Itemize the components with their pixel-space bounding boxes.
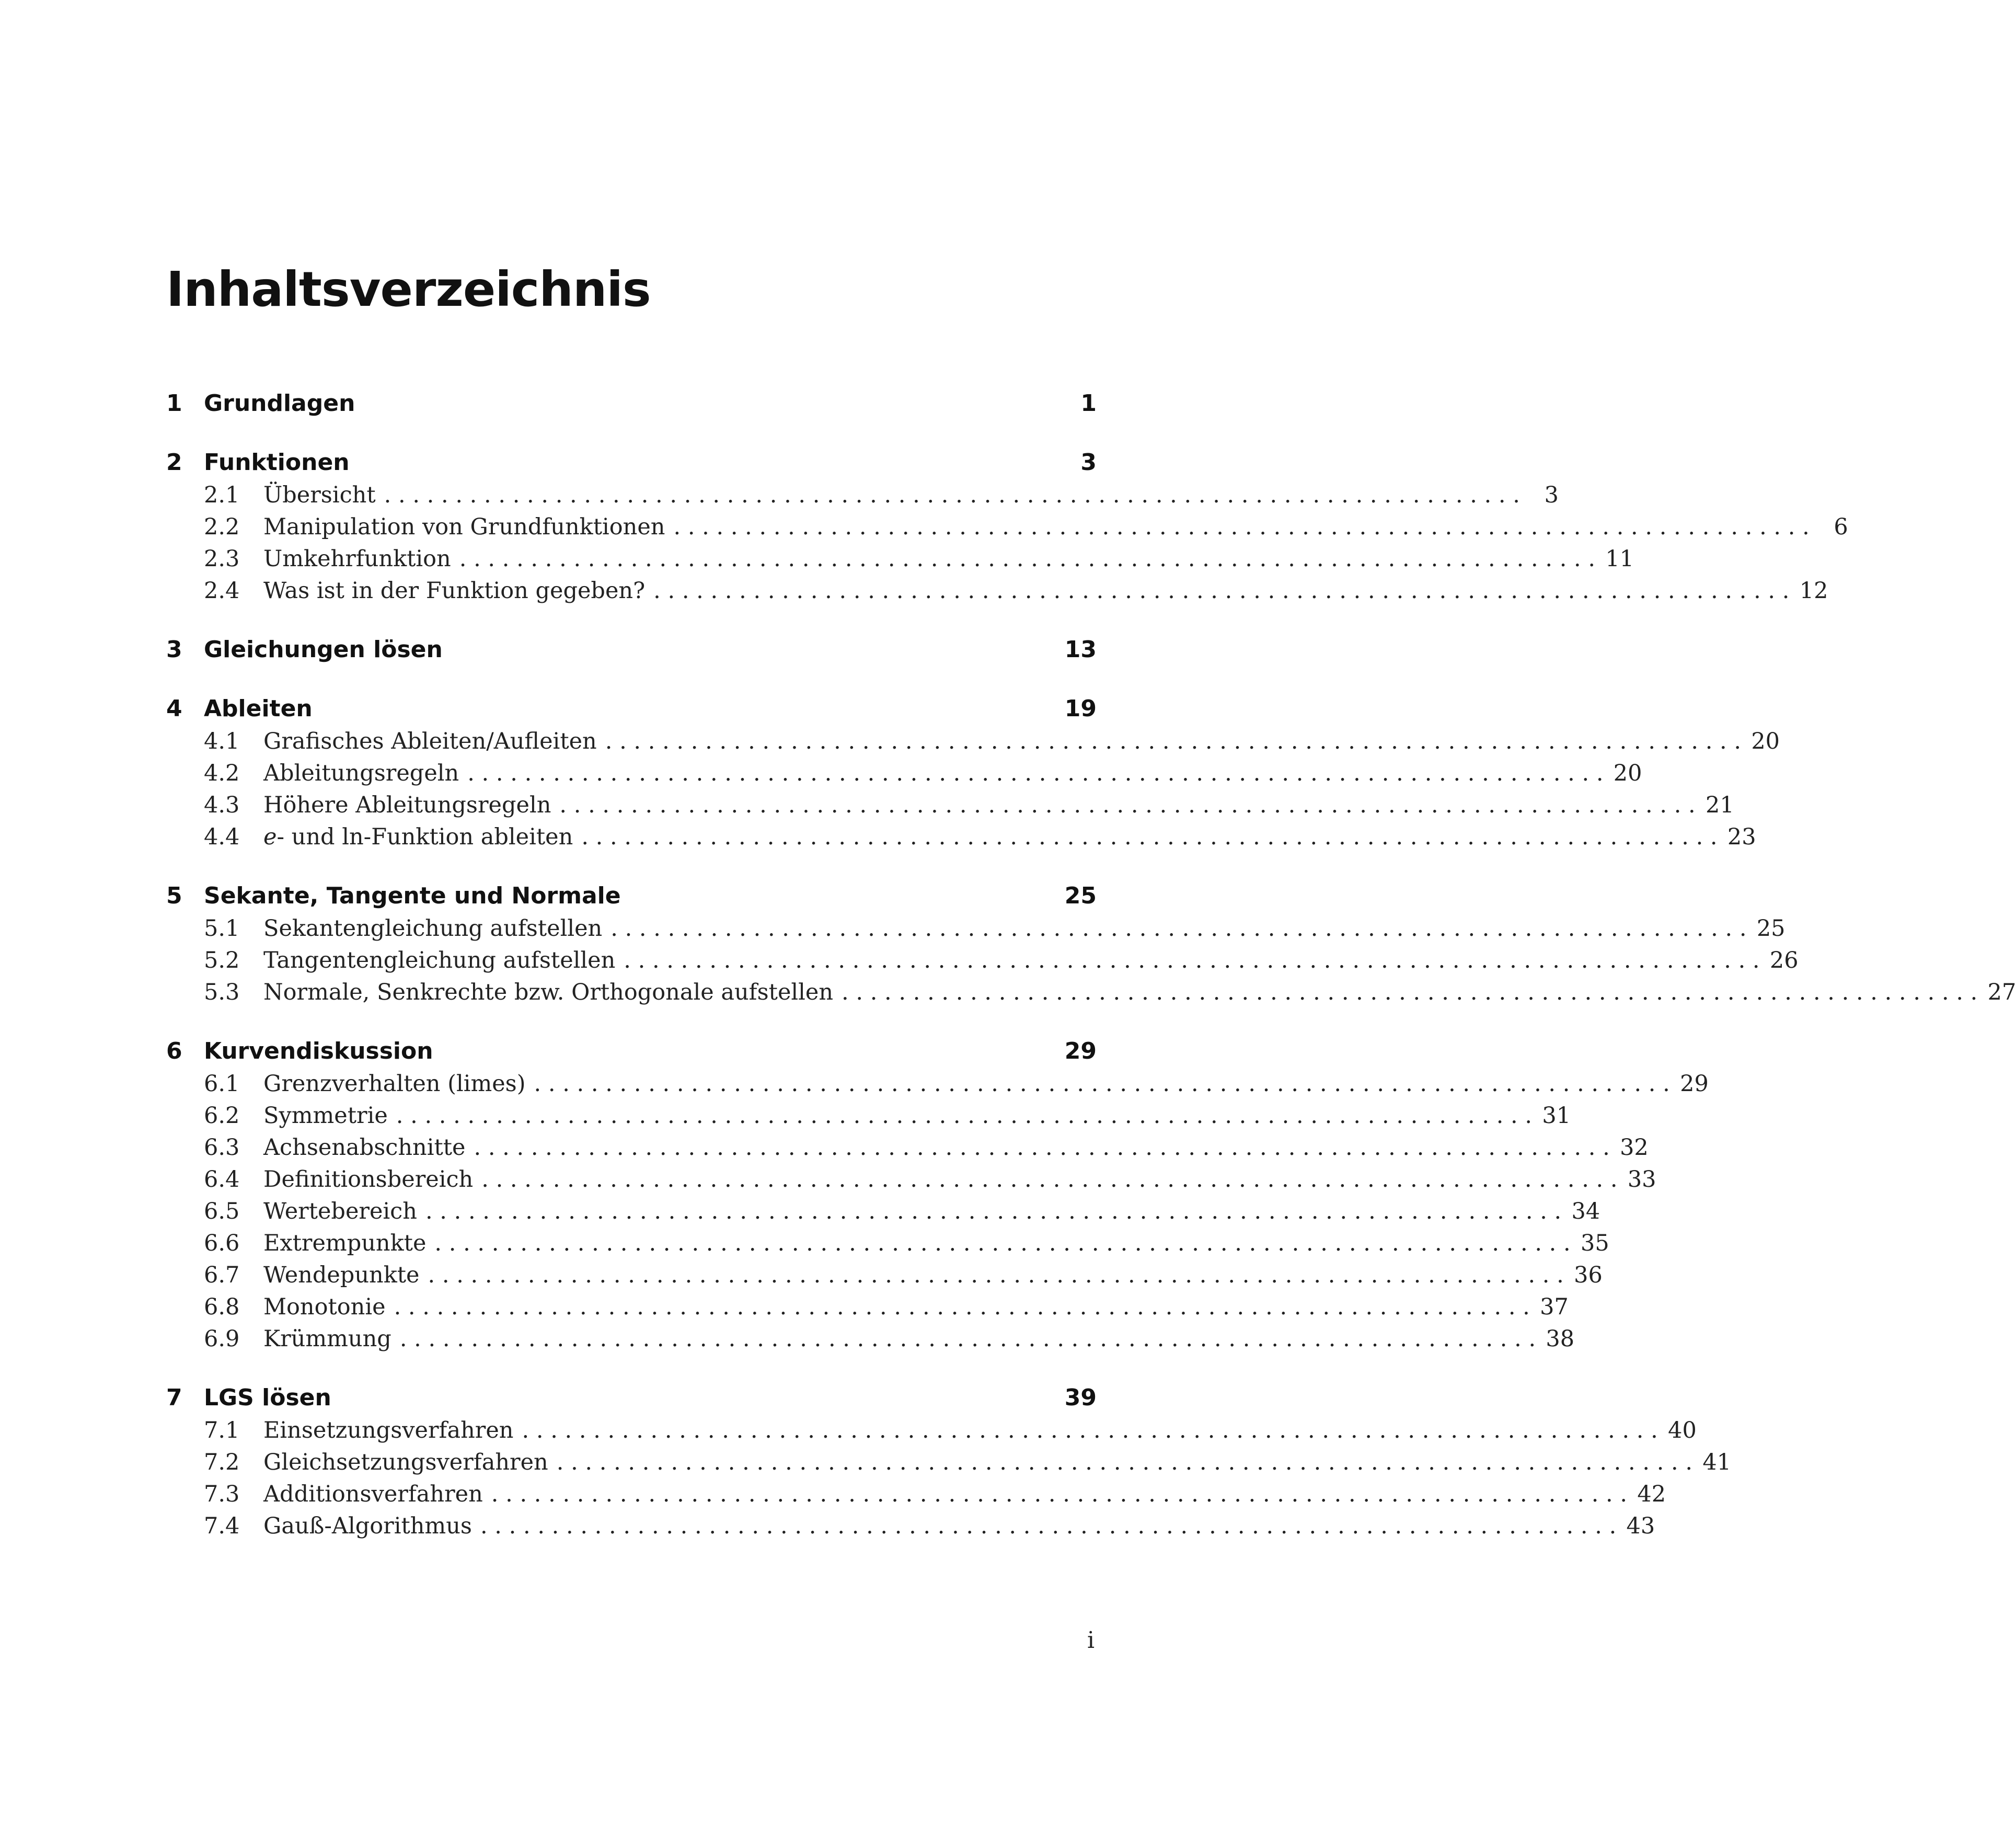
section-page: 31	[1542, 1103, 1571, 1129]
section-title: Umkehrfunktion	[263, 546, 451, 572]
section-title: Extrempunkte	[263, 1230, 427, 1256]
section-title: Was ist in der Funktion gegeben?	[263, 578, 646, 604]
section-number: 6.7	[204, 1262, 240, 1288]
section-number: 6.5	[204, 1198, 240, 1224]
dot-leader: . . . . . . . . . . . . . . . . . . . . . . . . . . . . . . . . . . . . . . . . . . . . . . . . . . . . . . . . . . . . . . . . . . . . . . . . . . . . . . . .	[474, 1134, 1610, 1161]
chapter-title: Ableiten	[204, 695, 313, 722]
toc-section-4-1[interactable]	[204, 726, 1780, 756]
section-number: 4.1	[204, 728, 240, 754]
dot-leader: . . . . . . . . . . . . . . . . . . . . . . . . . . . . . . . . . . . . . . . . . . . . . . . . . . . . . . . . . . . . . . . . . . . . . . . . . . . . . . . .	[480, 1513, 1617, 1539]
section-title: Tangentengleichung aufstellen	[263, 947, 616, 973]
section-number: 2.1	[204, 482, 240, 508]
section-title: Sekantengleichung aufstellen	[263, 915, 603, 942]
section-title: Symmetrie	[263, 1103, 388, 1129]
chapter-title: LGS lösen	[204, 1384, 331, 1411]
section-title: Krümmung	[263, 1326, 391, 1352]
section-page: 34	[1571, 1198, 1600, 1224]
section-number: 4.2	[204, 760, 240, 786]
section-page: 20	[1751, 728, 1780, 754]
toc-chapter-1[interactable]	[166, 388, 1097, 419]
toc-section-6-5[interactable]	[204, 1196, 1600, 1227]
chapter-page: 39	[1064, 1384, 1097, 1411]
page-number: i	[1087, 1627, 1095, 1654]
section-number: 6.3	[204, 1134, 240, 1161]
section-page: 26	[1769, 947, 1799, 973]
dot-leader: . . . . . . . . . . . . . . . . . . . . . . . . . . . . . . . . . . . . . . . . . . . . . . . . . . . . . . . . . . . . . . . . . . . . . . . . . . . . . . . .	[610, 915, 1747, 942]
section-page: 38	[1546, 1326, 1575, 1352]
section-page: 42	[1637, 1481, 1666, 1507]
toc-section-6-6[interactable]	[204, 1228, 1609, 1258]
section-title: Einsetzungsverfahren	[263, 1417, 514, 1443]
section-title: Grenzverhalten (limes)	[263, 1071, 526, 1097]
dot-leader: . . . . . . . . . . . . . . . . . . . . . . . . . . . . . . . . . . . . . . . . . . . . . . . . . . . . . . . . . . . . . . . . . . . . . . . . . . . . . . . .	[559, 792, 1696, 818]
section-page: 6	[1834, 514, 1848, 540]
section-page: 32	[1620, 1134, 1649, 1161]
toc-section-6-1[interactable]	[204, 1069, 1709, 1099]
section-title: Wendepunkte	[263, 1262, 420, 1288]
dot-leader: . . . . . . . . . . . . . . . . . . . . . . . . . . . . . . . . . . . . . . . . . . . . . . . . . . . . . . . . . . . . . . . . . . . . . . . . . . . . . . . .	[673, 514, 1810, 540]
section-page: 3	[1544, 482, 1559, 508]
section-title: Wertebereich	[263, 1198, 417, 1224]
toc-section-2-4[interactable]	[204, 576, 1828, 606]
section-page: 37	[1540, 1294, 1569, 1320]
chapter-title: Kurvendiskussion	[204, 1038, 433, 1064]
section-page: 36	[1574, 1262, 1603, 1288]
section-number: 4.3	[204, 792, 240, 818]
section-title: Normale, Senkrechte bzw. Orthogonale aufstellen	[263, 979, 834, 1005]
section-number: 6.8	[204, 1294, 240, 1320]
toc-section-6-8[interactable]	[204, 1292, 1569, 1322]
section-number: 7.3	[204, 1481, 240, 1507]
dot-leader: . . . . . . . . . . . . . . . . . . . . . . . . . . . . . . . . . . . . . . . . . . . . . . . . . . . . . . . . . . . . . . . . . . . . . . . . . . . . . . . .	[556, 1449, 1693, 1475]
dot-leader: . . . . . . . . . . . . . . . . . . . . . . . . . . . . . . . . . . . . . . . . . . . . . . . . . . . . . . . . . . . . . . . . . . . . . . . . . . . . . . . .	[605, 728, 1742, 754]
dot-leader: . . . . . . . . . . . . . . . . . . . . . . . . . . . . . . . . . . . . . . . . . . . . . . . . . . . . . . . . . . . . . . . . . . . . . . . . . . . . . . . .	[581, 824, 1718, 850]
dot-leader: . . . . . . . . . . . . . . . . . . . . . . . . . . . . . . . . . . . . . . . . . . . . . . . . . . . . . . . . . . . . . . . . . . . . . . . . . . . . . . . .	[399, 1326, 1536, 1352]
toc-chapter-3[interactable]	[166, 634, 1097, 666]
section-title: Additionsverfahren	[263, 1481, 483, 1507]
toc-section-4-4[interactable]	[204, 822, 1756, 852]
section-number: 6.2	[204, 1103, 240, 1129]
chapter-title: Sekante, Tangente und Normale	[204, 882, 621, 909]
dot-leader: . . . . . . . . . . . . . . . . . . . . . . . . . . . . . . . . . . . . . . . . . . . . . . . . . . . . . . . . . . . . . . . . . . . . . . . . . . . . . . . .	[842, 979, 1978, 1005]
dot-leader: . . . . . . . . . . . . . . . . . . . . . . . . . . . . . . . . . . . . . . . . . . . . . . . . . . . . . . . . . . . . . . . . . . . . . . . . . . . . . . . .	[425, 1198, 1562, 1224]
chapter-page: 25	[1064, 882, 1097, 909]
section-number: 2.4	[204, 578, 240, 604]
toc-section-5-2[interactable]	[204, 945, 1799, 976]
chapter-number: 1	[166, 390, 182, 417]
dot-leader: . . . . . . . . . . . . . . . . . . . . . . . . . . . . . . . . . . . . . . . . . . . . . . . . . . . . . . . . . . . . . . . . . . . . . . . . . . . . . . . .	[459, 546, 1596, 572]
section-page: 35	[1580, 1230, 1609, 1256]
toc-section-2-3[interactable]	[204, 544, 1634, 574]
section-title	[263, 822, 581, 852]
dot-leader: . . . . . . . . . . . . . . . . . . . . . . . . . . . . . . . . . . . . . . . . . . . . . . . . . . . . . . . . . . . . . . . . . . . . . . . . . . . . . . . .	[522, 1417, 1658, 1443]
dot-leader: . . . . . . . . . . . . . . . . . . . . . . . . . . . . . . . . . . . . . . . . . . . . . . . . . . . . . . . . . . . . . . . . . . . . . . . . . . . . . . . .	[481, 1166, 1618, 1193]
toc-section-7-2[interactable]	[204, 1447, 1732, 1477]
chapter-page: 29	[1064, 1038, 1097, 1064]
dot-leader: . . . . . . . . . . . . . . . . . . . . . . . . . . . . . . . . . . . . . . . . . . . . . . . . . . . . . . . . . . . . . . . . . . . . . . . . . . . . . . . .	[396, 1103, 1533, 1129]
dot-leader: . . . . . . . . . . . . . . . . . . . . . . . . . . . . . . . . . . . . . . . . . . . . . . . . . . . . . . . . . . . . . . . . . . . . . . . . . . . . . . . .	[434, 1230, 1571, 1256]
section-page: 20	[1613, 760, 1642, 786]
toc-chapter-2[interactable]	[166, 447, 1097, 478]
section-title: Achsenabschnitte	[263, 1134, 466, 1161]
toc-section-5-1[interactable]	[204, 913, 1785, 944]
section-page: 27	[1987, 979, 2016, 1005]
section-title: Gleichsetzungsverfahren	[263, 1449, 548, 1475]
chapter-title: Funktionen	[204, 449, 350, 476]
section-number: 5.3	[204, 979, 240, 1005]
section-number: 7.4	[204, 1513, 240, 1539]
toc-chapter-4[interactable]	[166, 693, 1097, 725]
toc-section-7-3[interactable]	[204, 1479, 1666, 1509]
toc-section-2-1[interactable]	[204, 480, 1559, 510]
section-title: Gauß-Algorithmus	[263, 1513, 472, 1539]
toc-section-2-2[interactable]	[204, 512, 1848, 542]
chapter-page: 1	[1080, 390, 1097, 417]
section-number: 6.6	[204, 1230, 240, 1256]
toc-section-7-4[interactable]	[204, 1511, 1655, 1541]
toc-chapter-6[interactable]	[166, 1036, 1097, 1067]
section-number: 2.3	[204, 546, 240, 572]
section-number: 5.1	[204, 915, 240, 942]
section-title: Übersicht	[263, 482, 376, 508]
section-number: 2.2	[204, 514, 240, 540]
chapter-page: 19	[1064, 695, 1097, 722]
chapter-title: Grundlagen	[204, 390, 355, 417]
section-title: Monotonie	[263, 1294, 386, 1320]
section-title: Definitionsbereich	[263, 1166, 474, 1193]
dot-leader: . . . . . . . . . . . . . . . . . . . . . . . . . . . . . . . . . . . . . . . . . . . . . . . . . . . . . . . . . . . . . . . . . . . . . . . . . . . . . . . .	[467, 760, 1604, 786]
toc-section-4-3[interactable]	[204, 790, 1734, 820]
section-page: 11	[1605, 546, 1634, 572]
dot-leader: . . . . . . . . . . . . . . . . . . . . . . . . . . . . . . . . . . . . . . . . . . . . . . . . . . . . . . . . . . . . . . . . . . . . . . . . . . . . . . . .	[491, 1481, 1628, 1507]
chapter-page: 13	[1064, 636, 1097, 663]
dot-leader: . . . . . . . . . . . . . . . . . . . . . . . . . . . . . . . . . . . . . . . . . . . . . . . . . . . . . . . . . . . . . . . . . . . . . . . . . . . . . . . .	[534, 1071, 1670, 1097]
chapter-title: Gleichungen lösen	[204, 636, 443, 663]
toc-chapter-5[interactable]	[166, 880, 1097, 912]
dot-leader: . . . . . . . . . . . . . . . . . . . . . . . . . . . . . . . . . . . . . . . . . . . . . . . . . . . . . . . . . . . . . . . . . . . . . . . . . . . . . . . .	[384, 482, 1520, 508]
chapter-number: 2	[166, 449, 182, 476]
section-number: 7.1	[204, 1417, 240, 1443]
dot-leader: . . . . . . . . . . . . . . . . . . . . . . . . . . . . . . . . . . . . . . . . . . . . . . . . . . . . . . . . . . . . . . . . . . . . . . . . . . . . . . . .	[624, 947, 1760, 973]
chapter-number: 3	[166, 636, 182, 663]
dot-leader: . . . . . . . . . . . . . . . . . . . . . . . . . . . . . . . . . . . . . . . . . . . . . . . . . . . . . . . . . . . . . . . . . . . . . . . . . . . . . . . .	[653, 578, 1790, 604]
section-page: 33	[1627, 1166, 1656, 1193]
section-page: 40	[1668, 1417, 1697, 1443]
section-title: Höhere Ableitungsregeln	[263, 792, 551, 818]
toc-section-6-9[interactable]	[204, 1324, 1575, 1354]
section-title: Grafisches Ableiten/Aufleiten	[263, 728, 597, 754]
section-title: Ableitungsregeln	[263, 760, 459, 786]
chapter-number: 5	[166, 882, 182, 909]
dot-leader: . . . . . . . . . . . . . . . . . . . . . . . . . . . . . . . . . . . . . . . . . . . . . . . . . . . . . . . . . . . . . . . . . . . . . . . . . . . . . . . .	[428, 1262, 1564, 1288]
toc-section-5-3[interactable]	[204, 977, 2016, 1007]
toc-section-6-7[interactable]	[204, 1260, 1603, 1290]
section-page: 25	[1756, 915, 1785, 942]
section-page: 41	[1702, 1449, 1732, 1475]
toc-chapter-7[interactable]	[166, 1382, 1097, 1414]
section-title-text: - und ln-Funktion ableiten	[277, 824, 573, 850]
section-number: 7.2	[204, 1449, 240, 1475]
section-page: 21	[1706, 792, 1734, 818]
section-page: 29	[1680, 1071, 1709, 1097]
toc-section-7-1[interactable]	[204, 1415, 1697, 1446]
section-number: 6.9	[204, 1326, 240, 1352]
toc-section-6-4[interactable]	[204, 1164, 1656, 1195]
section-page: 23	[1727, 824, 1756, 850]
toc-section-4-2[interactable]	[204, 758, 1642, 788]
section-page: 12	[1799, 578, 1828, 604]
section-number: 6.1	[204, 1071, 240, 1097]
chapter-number: 6	[166, 1038, 182, 1064]
chapter-number: 4	[166, 695, 182, 722]
chapter-page: 3	[1080, 449, 1097, 476]
section-page: 43	[1626, 1513, 1655, 1539]
section-title-math: e	[263, 824, 277, 850]
section-title: Manipulation von Grundfunktionen	[263, 514, 665, 540]
toc-section-6-2[interactable]	[204, 1101, 1571, 1131]
page-title: Inhaltsverzeichnis	[166, 261, 651, 317]
section-number: 4.4	[204, 824, 240, 850]
dot-leader: . . . . . . . . . . . . . . . . . . . . . . . . . . . . . . . . . . . . . . . . . . . . . . . . . . . . . . . . . . . . . . . . . . . . . . . . . . . . . . . .	[394, 1294, 1530, 1320]
toc-section-6-3[interactable]	[204, 1132, 1649, 1163]
section-number: 5.2	[204, 947, 240, 973]
section-number: 6.4	[204, 1166, 240, 1193]
chapter-number: 7	[166, 1384, 182, 1411]
